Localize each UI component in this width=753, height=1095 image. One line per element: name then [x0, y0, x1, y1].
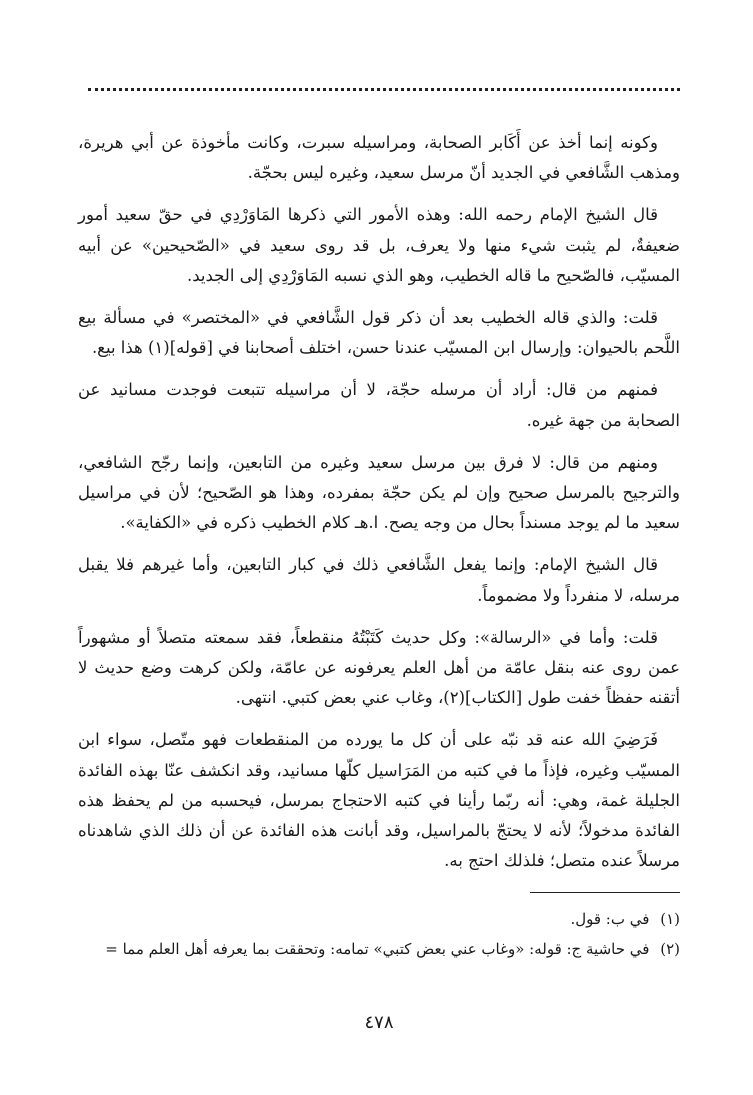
- paragraph: وكونه إنما أخذ عن أَكَابر الصحابة، ومراسيله سبرت، وكانت مأخوذة عن أبي هريرة، ومذهب الشَّافعي في الجديد أنّ مرسل سعيد، وغيره ليس بحجّة.: [78, 133, 680, 183]
- footnote-text: في ب: قول.: [570, 910, 650, 928]
- footnotes: [78, 904, 680, 964]
- footnote-text: في حاشية ج: قوله: «وغاب عني بعض كتبي» تمامه: وتحققت بما يعرفه أهل العلم مما =: [105, 940, 650, 958]
- footnote-number: (٢): [660, 940, 680, 958]
- paragraph: قال الشيخ الإمام رحمه الله: وهذه الأمور التي ذكرها المَاوَرْدِي في حقّ سعيد أمور ضعيفةٌ، لم يثبت شيء منها ولا يعرف، بل قد روى سعيد في «الصّحيحين» عن أبيه المسيّب، فالصّحيح ما قاله الخطيب، وهو الذي نسبه المَاوَرْدِي إلى الجديد.: [78, 205, 680, 285]
- footnote-number: (١): [660, 910, 680, 928]
- footnote: [78, 904, 680, 934]
- footnote-separator: [530, 892, 680, 893]
- header-dotted-rule: [88, 88, 680, 91]
- main-text: [78, 128, 680, 888]
- paragraph: ومنهم من قال: لا فرق بين مرسل سعيد وغيره من التابعين، وإنما رجّح الشافعي، والترجيح بالمرسل صحيح وإن لم يكن حجّة بمفرده، وهذا هو الصّحيح؛ لأن في مراسيل سعيد ما لم يوجد مسنداً بحال من وجه يصح. ا.هـ كلام الخطيب ذكره في «الكفاية».: [78, 452, 680, 533]
- footnote: [78, 934, 680, 964]
- paragraph: قلت: والذي قاله الخطيب بعد أن ذكر قول الشَّافعي في «المختصر» في مسألة بيع اللَّحم بالحيوان: وإرسال ابن المسيّب عندنا حسن، اختلف أصحابنا في [قوله](١) هذا بيع.: [78, 308, 680, 358]
- paragraph: قلت: وأما في «الرسالة»: وكل حديث كَتَبْتُهُ منقطعاً، فقد سمعته متصلاً أو مشهوراً عمن روى عنه بنقل عامّة من أهل العلم يعرفونه عن عامّة، ولكن كرهت وضع حديث لا أتقنه حفظاً خفت طول [الكتاب](٢)، وغاب عني بعض كتبي. انتهى.: [78, 627, 680, 708]
- paragraph: قال الشيخ الإمام: وإنما يفعل الشَّافعي ذلك في كبار التابعين، وأما غيرهم فلا يقبل مرسله، لا منفرداً ولا مضموماً.: [78, 555, 680, 605]
- page-number: ٤٧٨: [364, 1012, 394, 1033]
- book-page: [78, 0, 680, 1095]
- paragraph: فَرَضِيَ الله عنه قد نبّه على أن كل ما يورده من المنقطعات فهو متّصل، سواء ابن المسيّب وغيره، فإذاً ما في كتبه من المَرَاسيل كلّها مسانيد، وقد انكشف عنّا بهذه الفائدة الجليلة غمة، وهي: أنه ربّما رأينا في كتبه الاحتجاج بمرسل، فيحسبه من لم يحفظ هذه الفائدة مدخولاً؛ لأنه لا يحتجّ بالمراسيل، وقد أبانت هذه الفائدة عن أن ذلك الذي شاهدناه مرسلاً عنده متصل؛ فلذلك احتج به.: [78, 730, 680, 871]
- paragraph: فمنهم من قال: أراد أن مرسله حجّة، لا أن مراسيله تتبعت فوجدت مسانيد عن الصحابة من جهة غيره.: [78, 380, 680, 430]
